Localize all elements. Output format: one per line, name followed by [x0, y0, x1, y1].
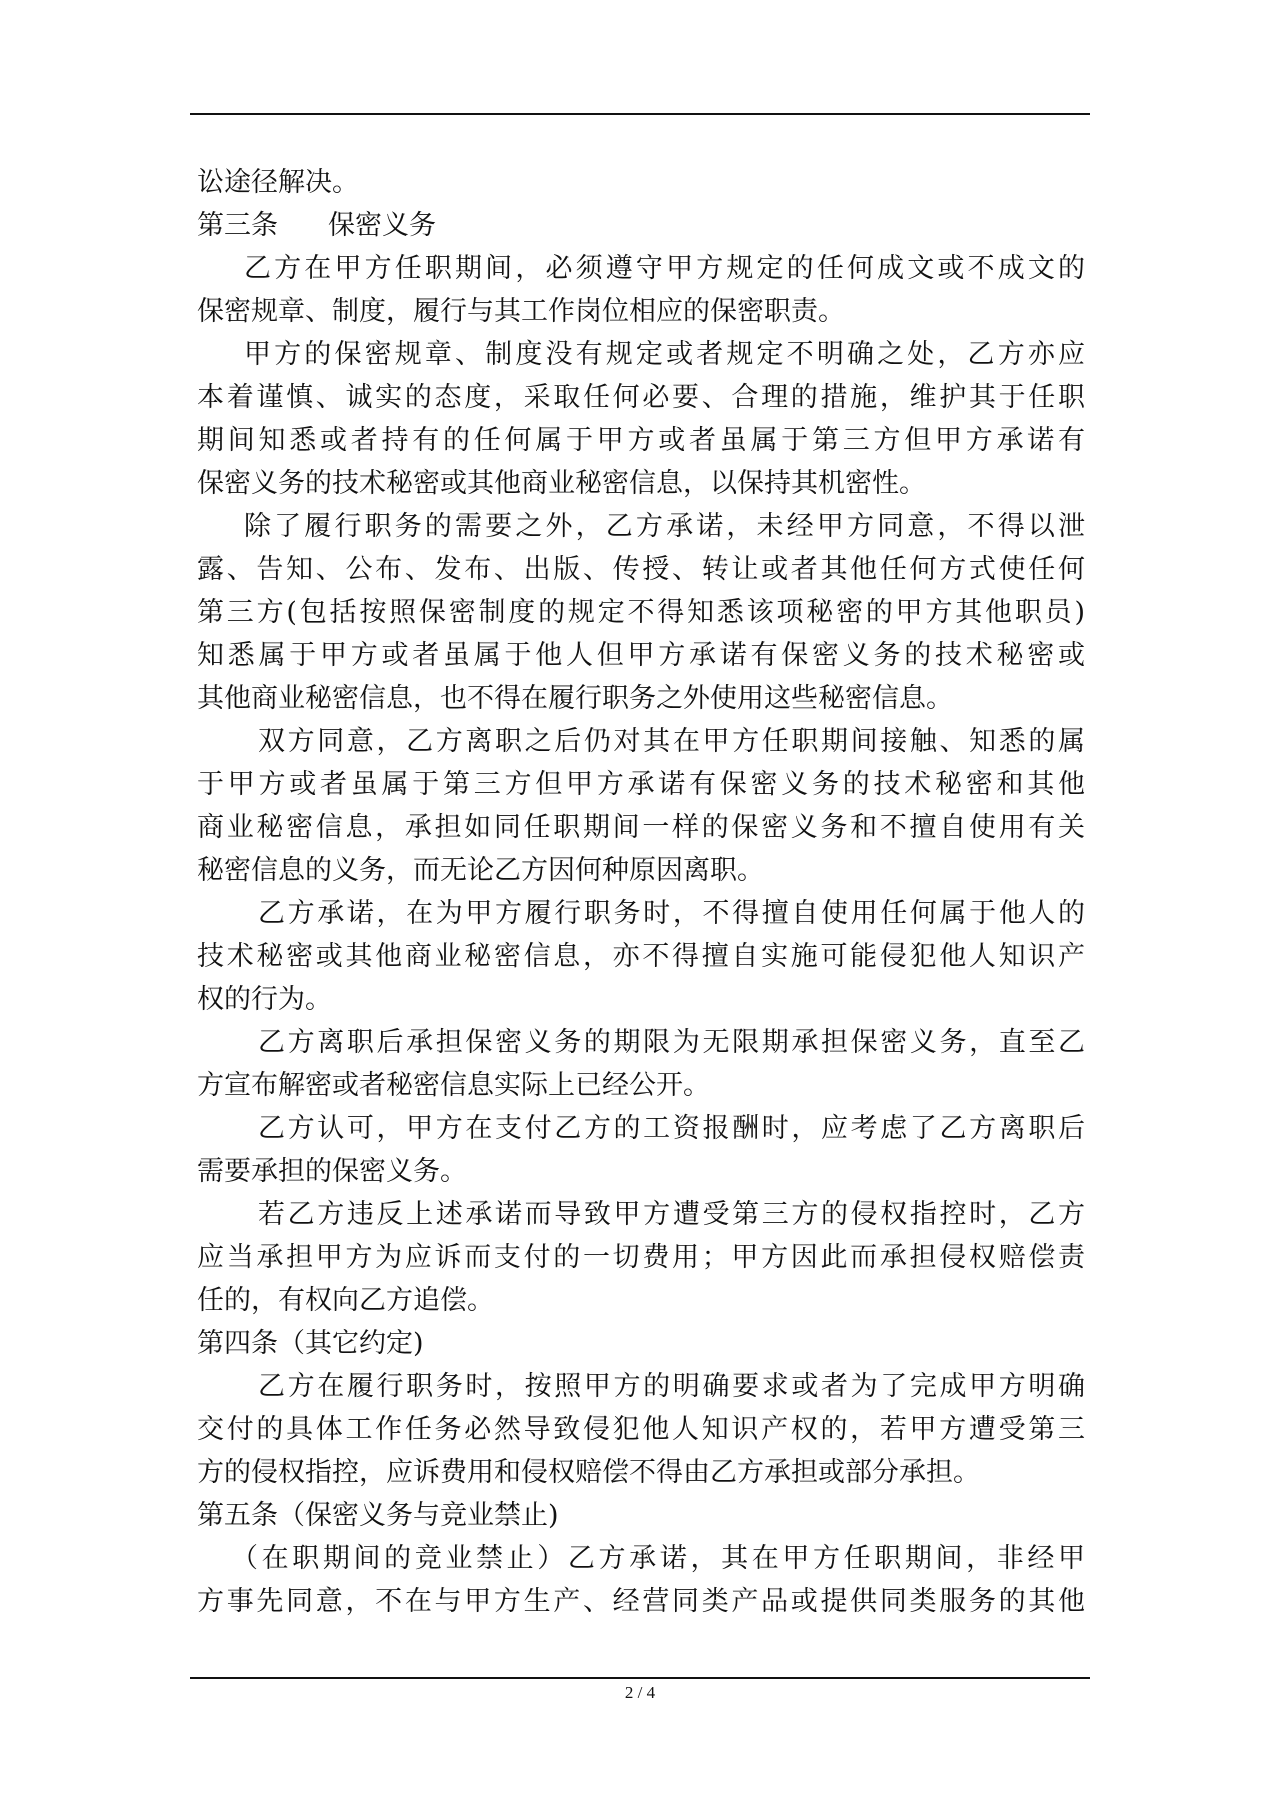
text-line: 方的侵权指控，应诉费用和侵权赔偿不得由乙方承担或部分承担。: [197, 1457, 980, 1488]
text-line: 方事先同意，不在与甲方生产、经营同类产品或提供同类服务的其他: [197, 1586, 1085, 1617]
text-line: 除了履行职务的需要之外，乙方承诺，未经甲方同意，不得以泄: [244, 511, 1085, 542]
text-line: 乙方在履行职务时，按照甲方的明确要求或者为了完成甲方明确: [258, 1371, 1085, 1402]
text-line: 保密义务的技术秘密或其他商业秘密信息，以保持其机密性。: [197, 468, 926, 499]
text-line: 本着谨慎、诚实的态度，采取任何必要、合理的措施，维护其于任职: [197, 382, 1085, 413]
text-line: 其他商业秘密信息，也不得在履行职务之外使用这些秘密信息。: [197, 683, 953, 714]
page-number: 2 / 4: [624, 1683, 656, 1702]
text-line: 乙方认可，甲方在支付乙方的工资报酬时，应考虑了乙方离职后: [258, 1113, 1085, 1144]
text-line: 技术秘密或其他商业秘密信息，亦不得擅自实施可能侵犯他人知识产: [197, 941, 1085, 972]
text-line: 甲方的保密规章、制度没有规定或者规定不明确之处，乙方亦应: [244, 339, 1085, 370]
section-heading-article-5: 第五条（保密义务与竞业禁止): [197, 1500, 559, 1531]
article-number: 第三条: [197, 210, 278, 241]
text-line: 应当承担甲方为应诉而支付的一切费用；甲方因此而承担侵权赔偿责: [197, 1242, 1085, 1273]
footer-rule: [190, 1677, 1090, 1679]
text-line: 期间知悉或者持有的任何属于甲方或者虽属于第三方但甲方承诺有: [197, 425, 1085, 456]
text-line: 乙方离职后承担保密义务的期限为无限期承担保密义务，直至乙: [258, 1027, 1085, 1058]
text-line: （在职期间的竞业禁止）乙方承诺，其在甲方任职期间，非经甲: [231, 1543, 1085, 1574]
text-line: 知悉属于甲方或者虽属于他人但甲方承诺有保密义务的技术秘密或: [197, 640, 1085, 671]
text-line: 露、告知、公布、发布、出版、传授、转让或者其他任何方式使任何: [197, 554, 1085, 585]
text-line: 于甲方或者虽属于第三方但甲方承诺有保密义务的技术秘密和其他: [197, 769, 1085, 800]
header-rule: [190, 113, 1090, 115]
text-line: 方宣布解密或者秘密信息实际上已经公开。: [197, 1070, 710, 1101]
text-line: 若乙方违反上述承诺而导致甲方遭受第三方的侵权指控时，乙方: [258, 1199, 1085, 1230]
text-line: 第三方(包括按照保密制度的规定不得知悉该项秘密的甲方其他职员): [197, 597, 1085, 628]
text-line: 商业秘密信息，承担如同任职期间一样的保密义务和不擅自使用有关: [197, 812, 1085, 843]
document-body: [197, 161, 1085, 1623]
section-heading-article-4: 第四条（其它约定): [197, 1328, 424, 1359]
text-line: 任的，有权向乙方追偿。: [197, 1285, 494, 1316]
article-title: 保密义务: [328, 210, 436, 241]
text-line: 保密规章、制度，履行与其工作岗位相应的保密职责。: [197, 296, 845, 327]
text-line: 讼途径解决。: [197, 167, 359, 198]
text-line: 交付的具体工作任务必然导致侵犯他人知识产权的，若甲方遭受第三: [197, 1414, 1085, 1445]
text-line: 权的行为。: [197, 984, 332, 1015]
text-line: 双方同意，乙方离职之后仍对其在甲方任职期间接触、知悉的属: [258, 726, 1085, 757]
text-line: 乙方承诺，在为甲方履行职务时，不得擅自使用任何属于他人的: [258, 898, 1085, 929]
text-line: 秘密信息的义务，而无论乙方因何种原因离职。: [197, 855, 764, 886]
text-line: 需要承担的保密义务。: [197, 1156, 467, 1187]
text-line: 乙方在甲方任职期间，必须遵守甲方规定的任何成文或不成文的: [244, 253, 1085, 284]
section-heading-article-3: [197, 204, 1085, 247]
